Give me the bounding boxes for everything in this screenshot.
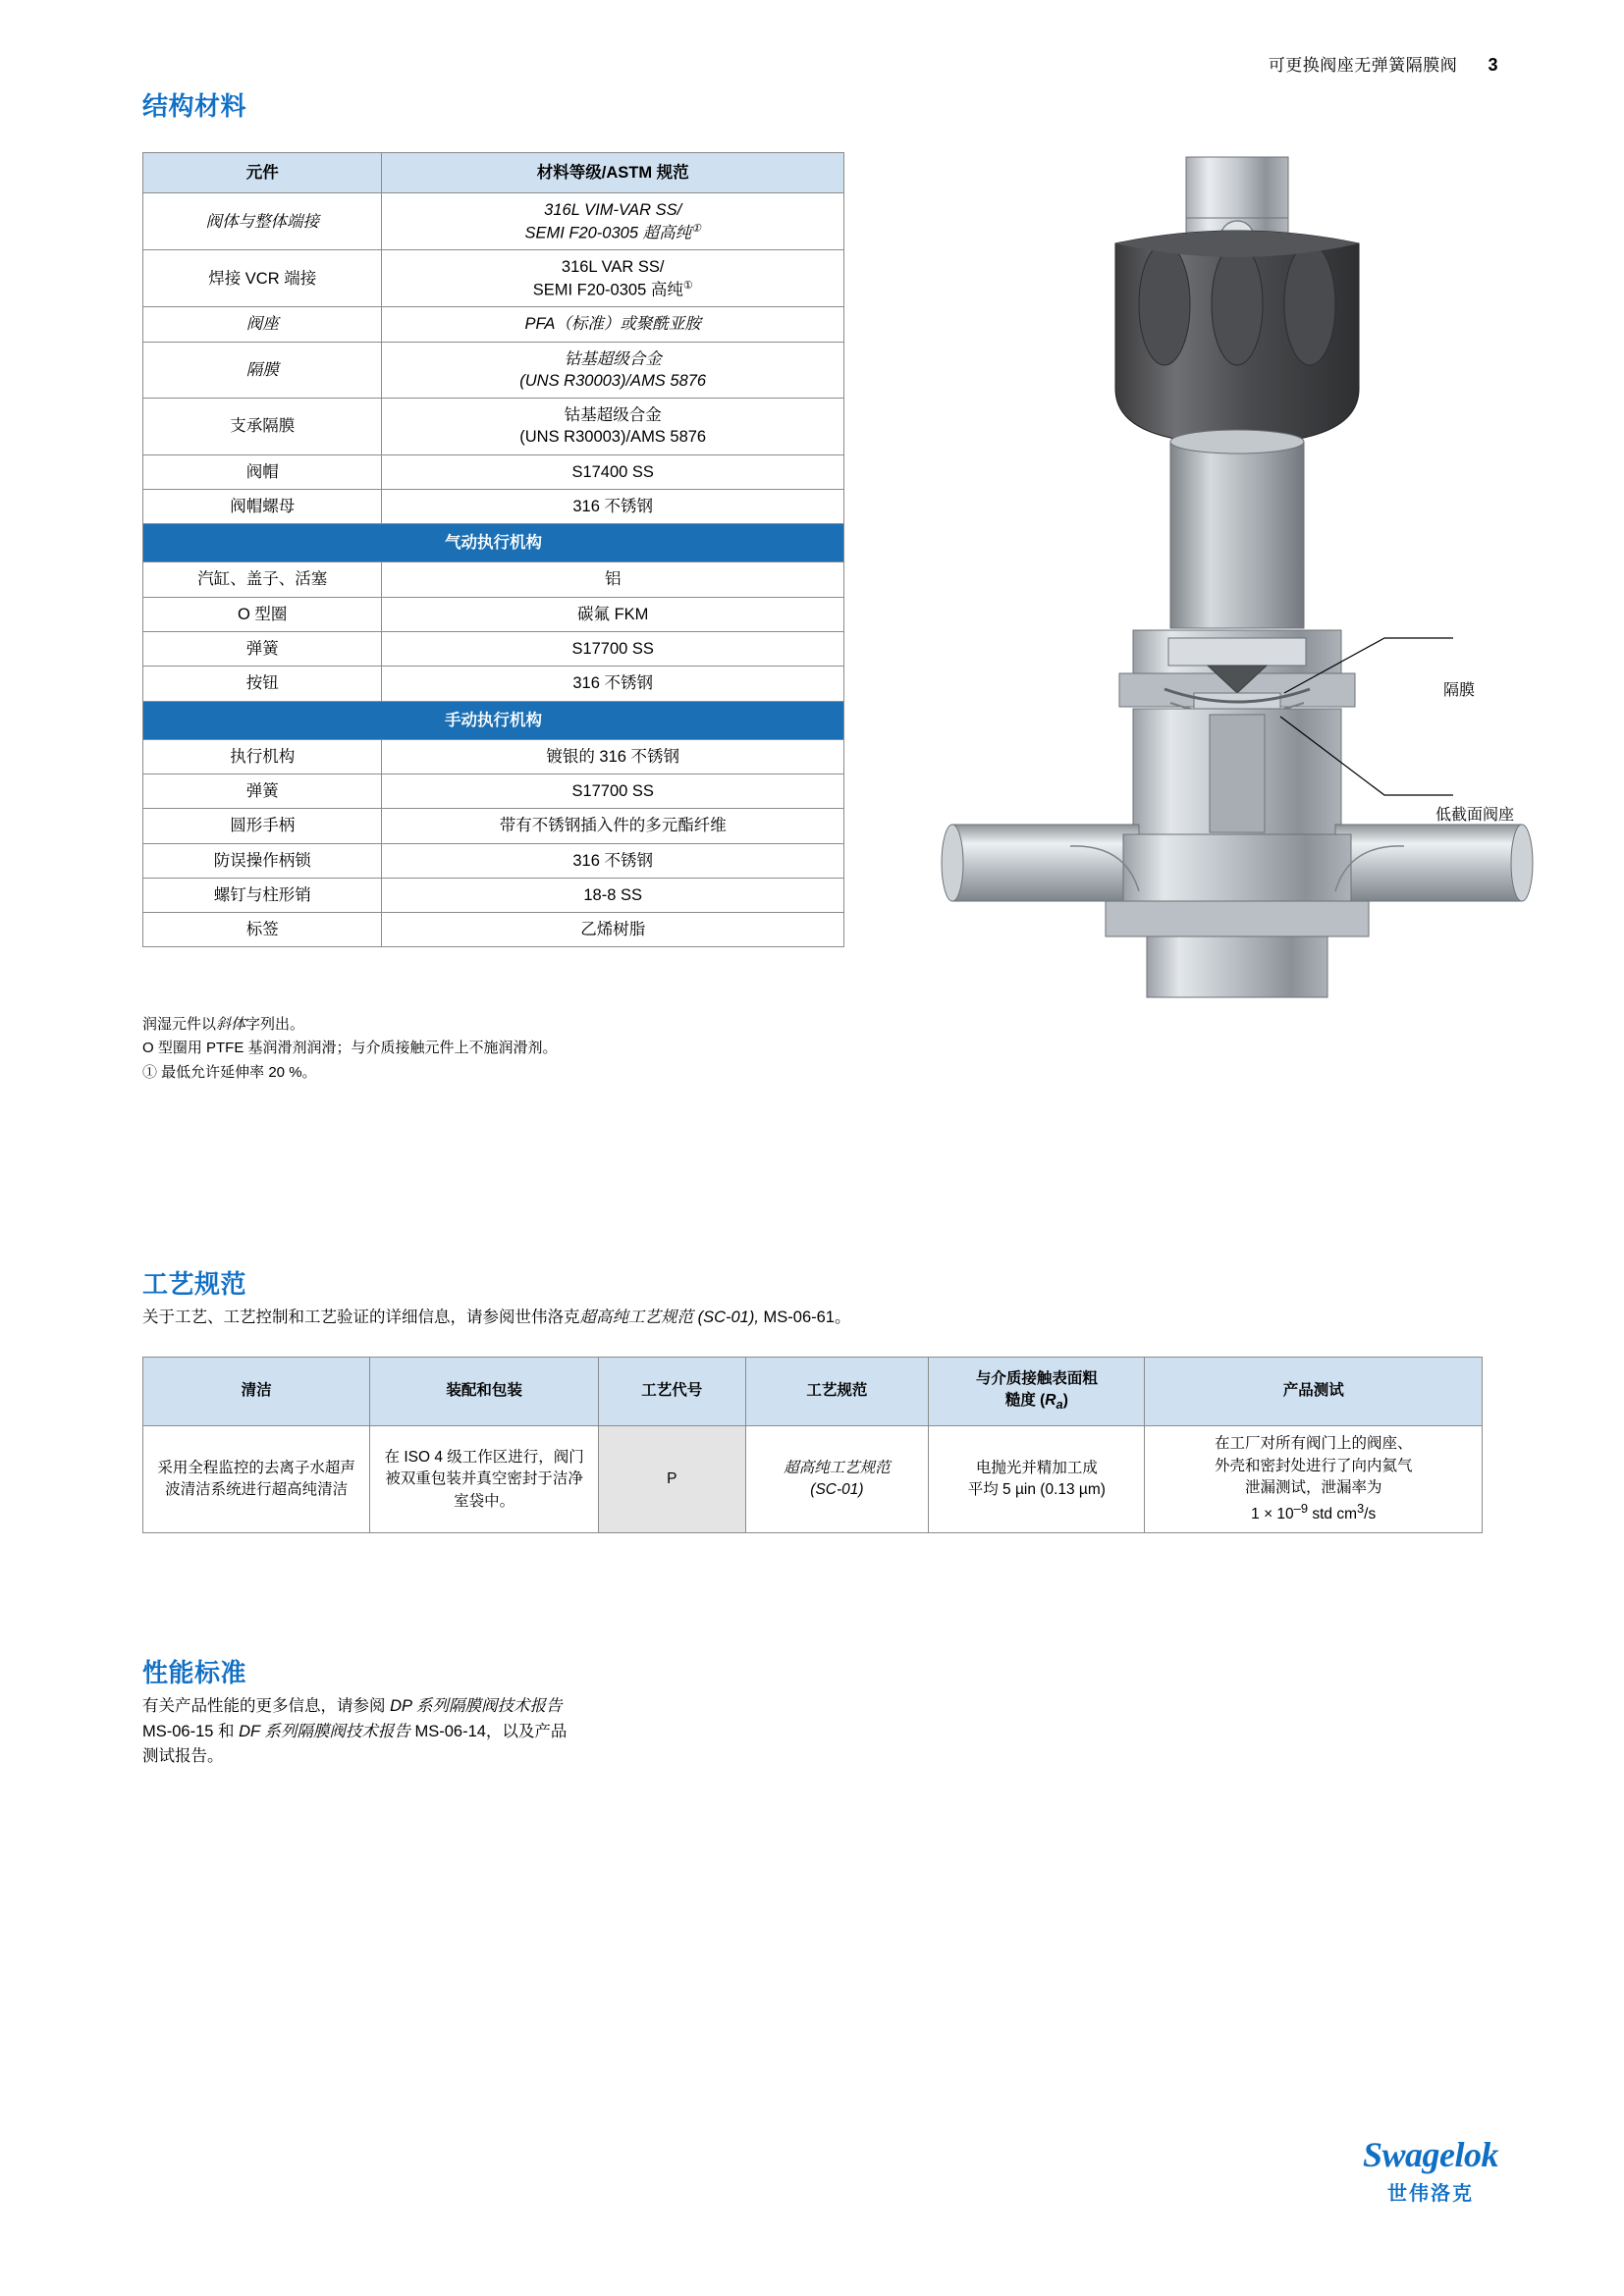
perf-line2-italic: DF 系列隔膜阀技术报告: [239, 1722, 410, 1740]
process-cell-code: P: [598, 1426, 745, 1533]
process-column-roughness: [929, 1358, 1145, 1426]
perf-line2-post: MS-06-14，以及产品: [409, 1722, 568, 1740]
process-column-testing: 产品测试: [1145, 1358, 1483, 1426]
cell-material: 316L VAR SS/ SEMI F20-0305 高纯①: [382, 250, 844, 307]
materials-band-row: [143, 524, 844, 562]
process-cell-assembly: 在 ISO 4 级工作区进行，阀门被双重包装并真空密封于洁净室袋中。: [370, 1426, 599, 1533]
process-intro-post: MS-06-61。: [758, 1308, 851, 1326]
cell-component: 圆形手柄: [143, 809, 382, 843]
table-row: [143, 454, 844, 489]
testing-line-4: $1 \times 10^{-9}$ std $cm^3/s$: [1251, 1500, 1377, 1522]
footnote-1-italic: 斜体: [216, 1016, 246, 1033]
table-row: [143, 878, 844, 912]
process-header-row: [143, 1358, 1483, 1426]
perf-line1-italic: DP 系列隔膜阀技术报告: [390, 1697, 563, 1715]
swagelok-logo: [1363, 2134, 1498, 2206]
valve-cutaway-illustration: [923, 147, 1551, 1129]
roughness-header-line1: 与介质接触表面粗: [975, 1370, 1098, 1387]
cell-component: 阀体与整体端接: [143, 193, 382, 250]
cell-component: 弹簧: [143, 774, 382, 809]
perf-line1-pre: 有关产品性能的更多信息，请参阅: [142, 1697, 391, 1715]
performance-text: [142, 1694, 830, 1770]
page-header: [1269, 51, 1498, 76]
roughness-header-line2: 糙度 $(R_a)$: [1004, 1392, 1068, 1413]
section-title-materials: 结构材料: [142, 91, 247, 121]
testing-line-2: 外壳和密封处进行了向内氦气: [1214, 1457, 1413, 1474]
table-row: [143, 774, 844, 809]
roughness-line-2: 平均 5 µin (0.13 µm): [967, 1481, 1106, 1499]
process-table: [142, 1357, 1483, 1533]
cell-material: 316 不锈钢: [382, 489, 844, 523]
cell-component: 标签: [143, 913, 382, 947]
process-data-row: [143, 1426, 1483, 1533]
cell-material: 18-8 SS: [382, 878, 844, 912]
cell-material: 316L VIM-VAR SS/ SEMI F20-0305 超高纯①: [382, 193, 844, 250]
cell-component: O 型圈: [143, 597, 382, 631]
process-column-code: 工艺代号: [598, 1358, 745, 1426]
cell-component: 弹簧: [143, 631, 382, 666]
table-row: [143, 667, 844, 701]
perf-line3: 测试报告。: [142, 1747, 224, 1766]
cell-material: S17400 SS: [382, 454, 844, 489]
column-header-component: 元件: [143, 153, 382, 193]
perf-line2-pre: MS-06-15 和: [142, 1722, 240, 1740]
footnote-line-1: [142, 1013, 558, 1037]
table-row: [143, 307, 844, 342]
process-column-cleaning: 清洁: [143, 1358, 370, 1426]
cell-material: 铝: [382, 562, 844, 597]
process-intro-italic: 超高纯工艺规范 (SC-01),: [579, 1308, 759, 1326]
table-row: [143, 597, 844, 631]
cell-material: 316 不锈钢: [382, 667, 844, 701]
cell-material: 乙烯树脂: [382, 913, 844, 947]
logo-wordmark: Swagelok: [1362, 2135, 1498, 2174]
table-row: [143, 193, 844, 250]
process-column-assembly: 装配和包装: [370, 1358, 599, 1426]
footnote-1-pre: 润湿元件以: [142, 1016, 217, 1033]
materials-band-row: [143, 701, 844, 739]
process-intro-pre: 关于工艺、工艺控制和工艺验证的详细信息，请参阅世伟洛克: [142, 1308, 580, 1326]
spec-line-2: (SC-01): [810, 1481, 864, 1499]
process-cell-testing: [1145, 1426, 1483, 1533]
cell-component: 按钮: [143, 667, 382, 701]
table-row: [143, 562, 844, 597]
process-column-spec: 工艺规范: [745, 1358, 929, 1426]
cell-material: 镀银的 316 不锈钢: [382, 739, 844, 774]
process-cell-cleaning: 采用全程监控的去离子水超声波清洁系统进行超高纯清洁: [143, 1426, 370, 1533]
cell-component: 汽缸、盖子、活塞: [143, 562, 382, 597]
cell-component: 阀帽: [143, 454, 382, 489]
footnote-line-2: O 型圈用 PTFE 基润滑剂润滑；与介质接触元件上不施润滑剂。: [142, 1040, 558, 1057]
table-row: [143, 843, 844, 878]
cell-material: 钴基超级合金 (UNS R30003)/AMS 5876: [382, 399, 844, 455]
cell-component: 执行机构: [143, 739, 382, 774]
cell-material: 带有不锈钢插入件的多元酯纤维: [382, 809, 844, 843]
page-number: 3: [1488, 55, 1498, 75]
testing-line-1: 在工厂对所有阀门上的阀座、: [1214, 1435, 1413, 1453]
table-row: [143, 250, 844, 307]
section-title-process: 工艺规范: [142, 1269, 247, 1299]
table-row: [143, 631, 844, 666]
process-intro-text: [142, 1306, 1321, 1331]
process-cell-roughness: [929, 1426, 1145, 1533]
column-header-material: 材料等级/ASTM 规范: [382, 153, 844, 193]
table-row: [143, 809, 844, 843]
table-row: [143, 739, 844, 774]
callout-diaphragm: 隔膜: [1443, 682, 1476, 699]
cell-component: 螺钉与柱形销: [143, 878, 382, 912]
materials-table: [142, 152, 844, 947]
cell-component: 焊接 VCR 端接: [143, 250, 382, 307]
cell-component: 防误操作柄锁: [143, 843, 382, 878]
cell-component: 阀帽螺母: [143, 489, 382, 523]
cell-material: PFA（标准）或聚酰亚胺: [382, 307, 844, 342]
footnote-1-post: 字列出。: [245, 1016, 305, 1033]
cell-material: 钴基超级合金 (UNS R30003)/AMS 5876: [382, 342, 844, 399]
roughness-line-1: 电抛光并精加工成: [975, 1459, 1098, 1476]
table-row: [143, 342, 844, 399]
spec-line-1: 超高纯工艺规范: [784, 1459, 891, 1476]
testing-line-3: 泄漏测试，泄漏率为: [1244, 1479, 1382, 1497]
cell-material: 316 不锈钢: [382, 843, 844, 878]
materials-band-label: 气动执行机构: [143, 524, 844, 562]
table-row: [143, 913, 844, 947]
cell-component: 阀座: [143, 307, 382, 342]
cell-material: 碳氟 FKM: [382, 597, 844, 631]
materials-band-label: 手动执行机构: [143, 701, 844, 739]
cell-material: S17700 SS: [382, 774, 844, 809]
cell-component: 支承隔膜: [143, 399, 382, 455]
table-header-row: [143, 153, 844, 193]
materials-footnotes: [142, 1013, 558, 1085]
table-row: [143, 489, 844, 523]
cell-component: 隔膜: [143, 342, 382, 399]
callout-low-profile-seat: 低截面阀座: [1435, 807, 1515, 824]
footnote-line-3: ① 最低允许延伸率 20 %。: [142, 1063, 317, 1081]
process-cell-spec: [745, 1426, 929, 1533]
cell-material: S17700 SS: [382, 631, 844, 666]
section-title-performance: 性能标准: [142, 1658, 247, 1687]
header-title: 可更换阀座无弹簧隔膜阀: [1268, 56, 1458, 75]
logo-chinese-name: 世伟洛克: [1386, 2183, 1474, 2205]
table-row: [143, 399, 844, 455]
